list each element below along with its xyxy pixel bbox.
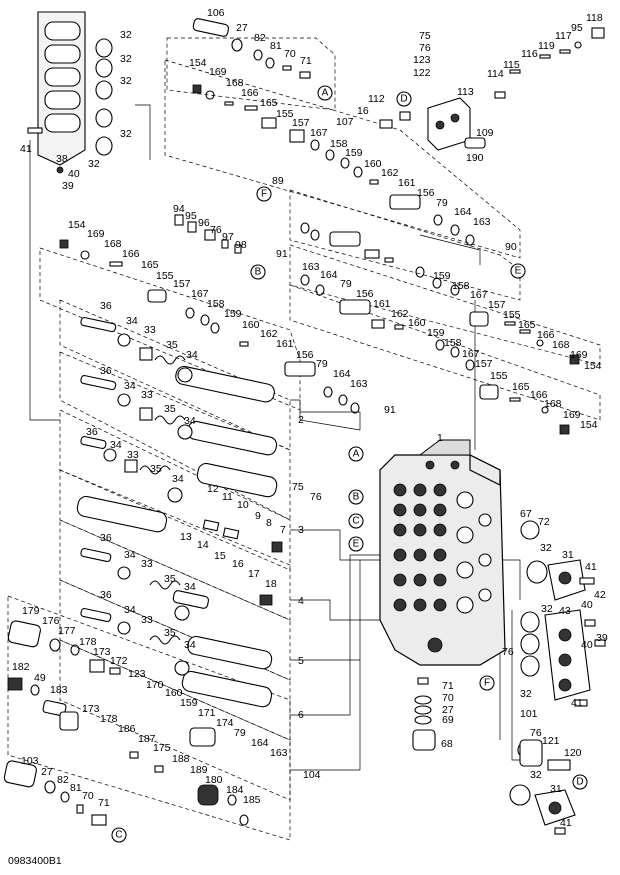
callout-label: 168 <box>552 339 570 351</box>
callout-label: 189 <box>190 764 208 776</box>
callout-label: 159 <box>345 147 363 159</box>
callout-label: 167 <box>191 288 209 300</box>
callout-label: 42 <box>594 589 606 601</box>
callout-label: 178 <box>100 713 118 725</box>
callout-label: 79 <box>316 358 328 370</box>
callout-label: 16 <box>357 105 369 117</box>
callout-label: 162 <box>260 328 278 340</box>
ref-circle-b <box>251 265 265 279</box>
callout-label: 12 <box>207 483 219 495</box>
callout-label: 163 <box>270 747 288 759</box>
callout-label: 31 <box>550 783 562 795</box>
callout-label: 79 <box>340 278 352 290</box>
ref-circle-a <box>349 447 363 461</box>
callout-label: 171 <box>198 707 216 719</box>
callout-label: 177 <box>58 625 76 637</box>
ref-circle-f <box>257 187 271 201</box>
callout-label: 156 <box>296 349 314 361</box>
callout-label: 36 <box>100 365 112 377</box>
callout-label: 32 <box>120 29 132 41</box>
callout-label: 40 <box>581 599 593 611</box>
callout-label: 97 <box>222 231 234 243</box>
callout-label: 154 <box>580 419 598 431</box>
callout-label: 79 <box>436 197 448 209</box>
callout-label: 155 <box>156 270 174 282</box>
callout-label: 89 <box>272 175 284 187</box>
callout-label: 95 <box>571 22 583 34</box>
callout-label: 157 <box>475 358 493 370</box>
ref-circle-f <box>480 676 494 690</box>
o-rings-32-left <box>96 39 112 155</box>
callout-label: 169 <box>563 409 581 421</box>
callout-label: 4 <box>298 595 304 607</box>
callout-label: 168 <box>544 398 562 410</box>
callout-label: 154 <box>189 57 207 69</box>
callout-label: 160 <box>364 158 382 170</box>
callout-label: 156 <box>417 187 435 199</box>
callout-label: 91 <box>384 404 396 416</box>
callout-label: 119 <box>538 40 555 52</box>
callout-label: 2 <box>298 414 304 426</box>
callout-label: 34 <box>172 473 184 485</box>
callout-label: 158 <box>452 280 470 292</box>
callout-label: 172 <box>110 655 128 667</box>
ref-circle-c <box>112 828 126 842</box>
circle-references <box>112 86 587 842</box>
callout-label: 158 <box>444 337 462 349</box>
callout-label: 34 <box>184 415 196 427</box>
callout-label: 75 <box>292 481 304 493</box>
callout-label: 115 <box>503 59 520 71</box>
callout-label: 91 <box>276 248 288 260</box>
callout-label: 164 <box>454 206 472 218</box>
callout-label: 79 <box>234 727 246 739</box>
callout-label: 176 <box>42 615 60 627</box>
callout-label: 173 <box>82 703 100 715</box>
callout-label: 175 <box>153 742 171 754</box>
callout-label: 35 <box>164 627 176 639</box>
end-cover-left <box>28 12 85 173</box>
callout-label: 69 <box>442 714 454 726</box>
callout-label: 162 <box>381 167 399 179</box>
callout-label: 36 <box>100 300 112 312</box>
callout-label: 113 <box>457 86 474 98</box>
callout-label: 32 <box>541 603 553 615</box>
callout-label: 157 <box>488 299 506 311</box>
callout-label: 185 <box>243 794 261 806</box>
callout-label: 96 <box>198 217 210 229</box>
callout-label: 75 <box>419 30 431 42</box>
callout-label: 34 <box>110 439 122 451</box>
callout-label: 34 <box>124 549 136 561</box>
callout-label: 183 <box>50 684 68 696</box>
callout-label: 36 <box>100 589 112 601</box>
callout-label: 166 <box>537 329 555 341</box>
callout-label: 121 <box>542 735 560 747</box>
callout-label: 32 <box>120 128 132 140</box>
callout-label: 70 <box>284 48 296 60</box>
callout-label: 27 <box>236 22 248 34</box>
callout-label: 161 <box>373 298 391 310</box>
callout-label: 165 <box>260 97 278 109</box>
callout-label: 156 <box>356 288 374 300</box>
callout-label: 169 <box>570 349 588 361</box>
callout-label: 3 <box>298 524 304 536</box>
callout-label: 82 <box>57 774 69 786</box>
callout-label: 76 <box>419 42 431 54</box>
callout-label: 174 <box>216 717 234 729</box>
plug-stack-68 <box>413 678 435 750</box>
callout-label: 70 <box>442 692 454 704</box>
callout-label: 158 <box>330 138 348 150</box>
callout-label: 33 <box>141 389 153 401</box>
callout-label: 72 <box>538 516 550 528</box>
ref-circle-e <box>349 537 363 551</box>
callout-label: 169 <box>209 66 227 78</box>
callout-label: 116 <box>521 48 538 60</box>
callout-label: 123 <box>413 54 431 66</box>
callout-label: 160 <box>165 687 183 699</box>
callout-label: 32 <box>520 688 532 700</box>
callout-label: 82 <box>254 32 266 44</box>
callout-label: 167 <box>310 127 328 139</box>
callout-label: 76 <box>530 727 542 739</box>
callout-label: 10 <box>237 499 249 511</box>
svg-text:B: B <box>352 491 360 503</box>
callout-label: 159 <box>224 308 242 320</box>
callout-label: 35 <box>150 463 162 475</box>
callout-label: 182 <box>12 661 30 673</box>
ref-circle-e <box>511 264 525 278</box>
callout-label: 7 <box>280 524 286 536</box>
svg-text:F: F <box>260 188 268 200</box>
callout-label: 11 <box>222 491 233 503</box>
main-valve-body <box>380 440 505 665</box>
ref-circle-b <box>349 490 363 504</box>
callout-label: 155 <box>490 370 508 382</box>
callout-label: 33 <box>144 324 156 336</box>
callout-label: 71 <box>98 797 110 809</box>
callout-label: 167 <box>462 348 480 360</box>
callout-label: 170 <box>146 679 164 691</box>
callout-label: 166 <box>530 389 548 401</box>
callout-label: 76 <box>310 491 322 503</box>
callout-label: 41 <box>20 143 32 155</box>
drawing-id: 0983400B1 <box>8 855 62 867</box>
callout-label: 154 <box>584 360 602 372</box>
callout-label: 155 <box>503 309 521 321</box>
svg-text:D: D <box>400 93 408 105</box>
callout-label: 17 <box>248 568 260 580</box>
callout-label: 159 <box>433 270 451 282</box>
callout-label: 68 <box>441 738 453 750</box>
callout-label: 31 <box>562 549 574 561</box>
callout-label: 27 <box>442 704 454 716</box>
ref-circle-a <box>318 86 332 100</box>
callout-label: 33 <box>141 558 153 570</box>
callout-label: 16 <box>232 558 244 570</box>
callout-label: 98 <box>235 239 247 251</box>
callout-label: 34 <box>186 349 198 361</box>
callout-label: 184 <box>226 784 244 796</box>
callout-label: 118 <box>586 12 603 24</box>
callout-label: 160 <box>242 319 260 331</box>
callout-label: 71 <box>442 680 454 692</box>
callout-label: 5 <box>298 655 304 667</box>
callout-label: 165 <box>141 259 159 271</box>
callout-label: 107 <box>336 116 354 128</box>
callout-label: 162 <box>391 308 409 320</box>
svg-text:E: E <box>352 538 360 550</box>
callout-label: 81 <box>270 40 282 52</box>
callout-label: 123 <box>128 668 146 680</box>
callout-label: 90 <box>505 241 517 253</box>
callout-label: 35 <box>164 403 176 415</box>
callout-label: 168 <box>226 77 244 89</box>
callout-label: 43 <box>559 605 571 617</box>
callout-label: 76 <box>502 646 514 658</box>
callout-label: 112 <box>368 93 385 105</box>
callout-label: 41 <box>585 561 597 573</box>
relief-row-lower <box>301 275 569 434</box>
callout-label: 18 <box>265 578 277 590</box>
callout-label: 33 <box>127 449 139 461</box>
callout-label: 34 <box>184 639 196 651</box>
callout-label: 49 <box>34 672 46 684</box>
callout-label: 67 <box>520 508 532 520</box>
callout-label: 155 <box>276 108 294 120</box>
callout-label: 179 <box>22 605 40 617</box>
callout-label: 71 <box>300 55 312 67</box>
callout-label: 34 <box>184 581 196 593</box>
callout-label: 36 <box>100 532 112 544</box>
callout-label: 166 <box>241 87 259 99</box>
callout-label: 1 <box>437 432 443 444</box>
callout-label: 188 <box>172 753 190 765</box>
callout-label: 13 <box>180 531 192 543</box>
callout-label: 15 <box>214 550 226 562</box>
callout-label: 178 <box>79 636 97 648</box>
svg-text:F: F <box>483 677 491 689</box>
callout-label: 157 <box>292 117 310 129</box>
callout-label: 39 <box>596 632 608 644</box>
callout-label: 40 <box>581 639 593 651</box>
callout-label: 160 <box>408 317 426 329</box>
callout-label: 41 <box>571 697 583 709</box>
callout-label: 33 <box>141 614 153 626</box>
svg-text:C: C <box>352 515 360 527</box>
callout-label: 36 <box>86 426 98 438</box>
callout-label: 164 <box>251 737 269 749</box>
svg-text:D: D <box>576 776 584 788</box>
callout-label: 14 <box>197 539 209 551</box>
callout-label: 9 <box>255 510 261 522</box>
callout-label: 6 <box>298 709 304 721</box>
callout-label: 187 <box>138 733 156 745</box>
callout-label: 70 <box>82 790 94 802</box>
callout-label: 81 <box>70 782 82 794</box>
callout-label: 95 <box>185 210 197 222</box>
callout-label: 163 <box>350 378 368 390</box>
callout-label: 106 <box>207 7 225 19</box>
callout-label: 101 <box>520 708 538 720</box>
callout-label: 32 <box>530 769 542 781</box>
callout-label: 164 <box>320 269 338 281</box>
ref-circle-d <box>397 92 411 106</box>
callout-label: 173 <box>93 646 111 658</box>
callout-label: 122 <box>413 67 431 79</box>
callout-label: 76 <box>210 224 222 236</box>
callout-label: 161 <box>398 177 416 189</box>
callout-label: 117 <box>555 30 572 42</box>
callout-label: 163 <box>473 216 491 228</box>
callout-label: 34 <box>124 380 136 392</box>
callout-label: 154 <box>68 219 86 231</box>
callout-label: 167 <box>470 289 488 301</box>
callout-label: 32 <box>540 542 552 554</box>
svg-text:A: A <box>352 448 360 460</box>
callout-label: 103 <box>21 755 39 767</box>
callout-label: 32 <box>120 75 132 87</box>
ref-circle-c <box>349 514 363 528</box>
callout-label: 163 <box>302 261 320 273</box>
callout-label: 161 <box>276 338 294 350</box>
ref-circle-d <box>573 775 587 789</box>
svg-text:C: C <box>115 829 123 841</box>
callout-label: 114 <box>487 68 504 80</box>
callout-label: 38 <box>56 153 68 165</box>
callout-label: 158 <box>207 298 225 310</box>
callout-label: 169 <box>87 228 105 240</box>
callout-label: 40 <box>68 168 80 180</box>
callout-label: 104 <box>303 769 321 781</box>
callout-label: 32 <box>88 158 100 170</box>
callout-label: 27 <box>41 766 53 778</box>
callout-label: 34 <box>126 315 138 327</box>
callout-label: 180 <box>205 774 223 786</box>
callout-label: 94 <box>173 203 185 215</box>
svg-text:E: E <box>514 265 522 277</box>
callout-label: 168 <box>104 238 122 250</box>
callout-label: 120 <box>564 747 582 759</box>
svg-text:B: B <box>254 266 262 278</box>
callout-label: 186 <box>118 723 136 735</box>
callout-label: 165 <box>518 319 536 331</box>
callout-label: 157 <box>173 278 191 290</box>
callout-label: 166 <box>122 248 140 260</box>
callout-label: 32 <box>120 53 132 65</box>
callout-label: 109 <box>476 127 494 139</box>
callout-label: 159 <box>180 697 198 709</box>
callout-label: 39 <box>62 180 74 192</box>
callout-label: 159 <box>427 327 445 339</box>
svg-text:A: A <box>321 87 329 99</box>
callout-label: 35 <box>164 573 176 585</box>
callout-labels <box>12 7 608 829</box>
callout-label: 164 <box>333 368 351 380</box>
callout-label: 41 <box>560 817 572 829</box>
callout-label: 8 <box>266 517 272 529</box>
callout-label: 34 <box>124 604 136 616</box>
callout-label: 35 <box>166 339 178 351</box>
callout-label: 190 <box>466 152 484 164</box>
callout-label: 165 <box>512 381 530 393</box>
